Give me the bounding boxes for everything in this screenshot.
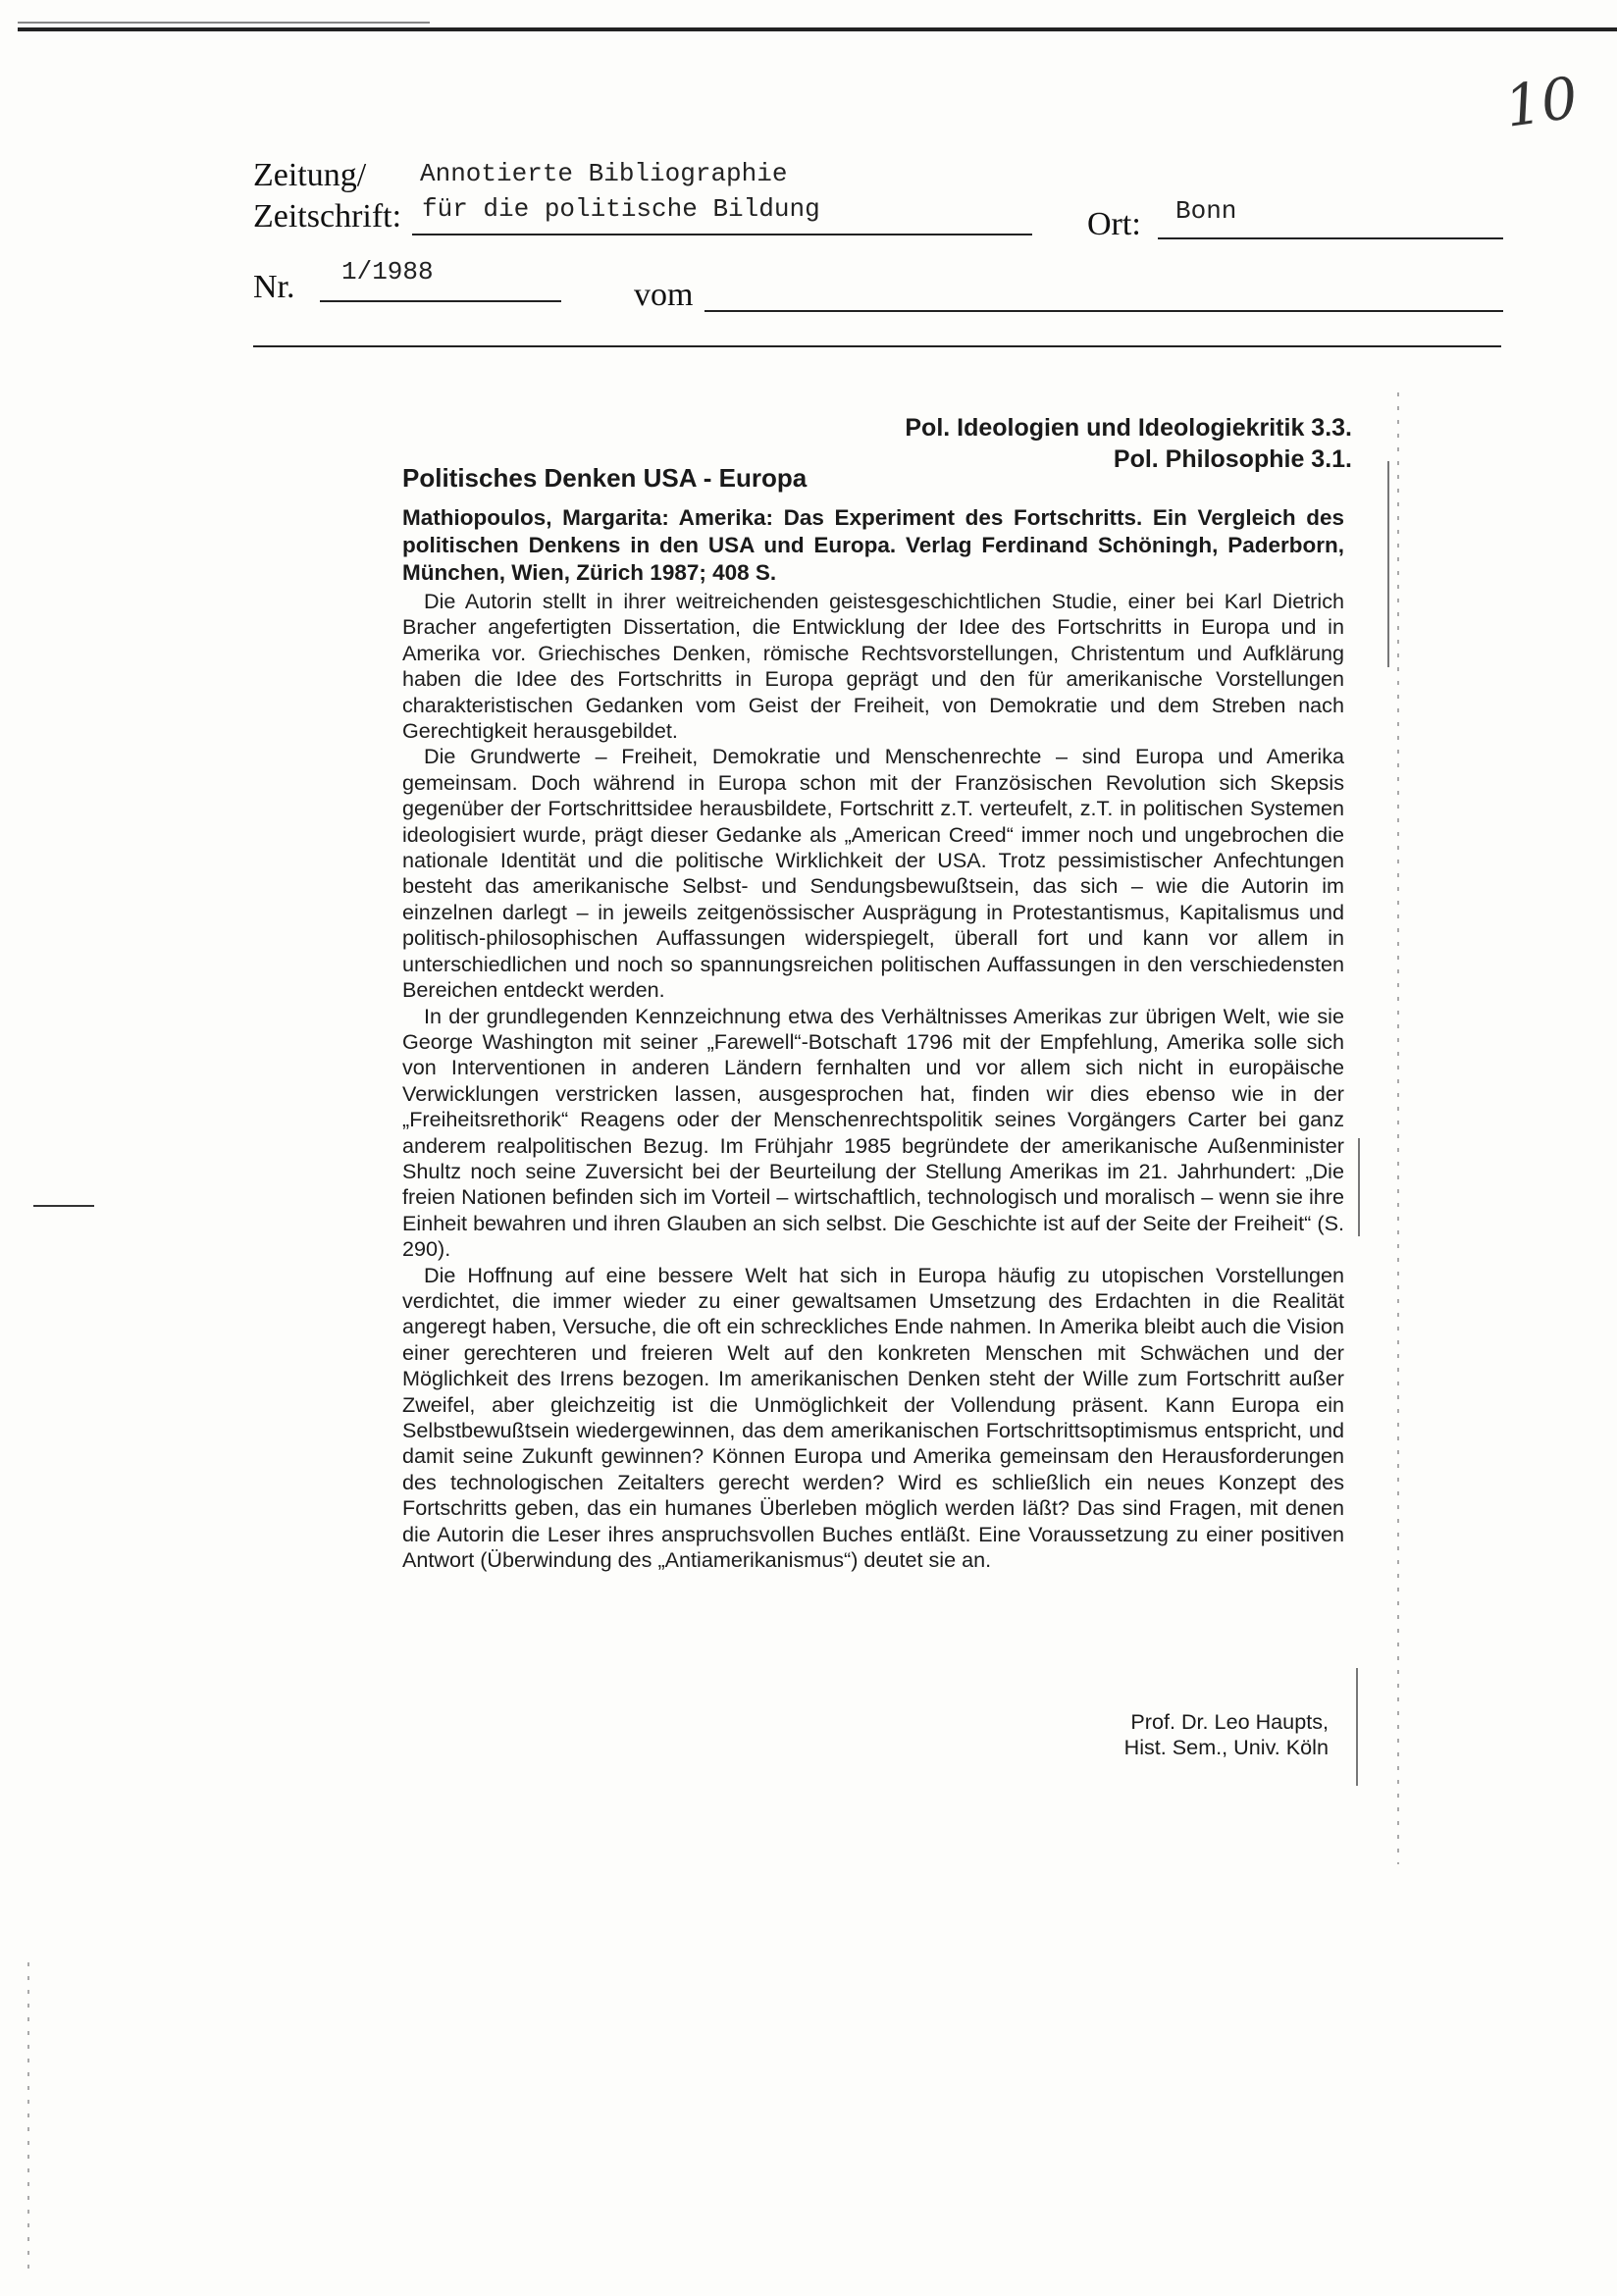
nr-underline	[320, 300, 561, 302]
publication-underline	[412, 234, 1032, 235]
scan-dots	[27, 1962, 29, 2276]
vom-label: vom	[634, 277, 694, 313]
category-ideologien: Pol. Ideologien und Ideologiekritik 3.3.	[905, 414, 1352, 442]
article-title: Politisches Denken USA - Europa	[402, 463, 808, 493]
ort-label: Ort:	[1087, 206, 1141, 242]
paragraph: Die Hoffnung auf eine bessere Welt hat sich in Europa häufig zu utopischen Vorstellungen verdichtet, die immer wieder zu einer gewaltsamen Umsetzung des Erdachten in die Realität angeregt haben, Versuche, die oft ein schreckliches Ende nahmen. In Amerika bleibt auch die Vision einer gerechteren und freieren Welt auf den konkreten Menschen mit Schwächen und der Möglichkeit des Irrens bezogen. Im amerikanischen Denken steht der Wille zum Fortschritt außer Zweifel, aber gleichzeitig ist die Unmöglichkeit der Vollendung präsent. Kann Europa ein Selbstbewußtsein wiedergewinnen, das dem amerikanischen Fortschrittsoptimismus entspricht, und damit seine Zukunft gewinnen? Können Europa und Amerika gemeinsam den Herausforderungen des technologischen Zeitalters gerecht werden? Wird es schließlich ein neues Konzept des Fortschritts geben, das ein humanes Überleben möglich werden läßt? Das sind Fragen, mit denen die Autorin die Leser ihres anspruchsvollen Buches entläßt. Eine Voraussetzung zu einer positiven Antwort (Überwindung des „Antiamerikanismus“) deutet sie an.	[402, 1262, 1344, 1573]
top-rule	[18, 27, 1617, 31]
vom-underline	[704, 310, 1503, 312]
margin-mark	[1387, 461, 1389, 667]
handwritten-page-number: 10	[1500, 64, 1583, 140]
category-philosophie: Pol. Philosophie 3.1.	[1113, 445, 1352, 473]
paragraph: In der grundlegenden Kennzeichnung etwa des Verhältnisses Amerikas zur übrigen Welt, wie sie George Washington mit seiner „Farewell“-Botschaft 1796 mit der Empfehlung, Amerika solle sich von Interventionen in anderen Ländern fernhalten und vor allem sich nicht in europäische Verwicklungen verstricken lassen, ausgesprochen hat, finden wir dies ebenso wie in der „Freiheitsrethorik“ Reagens oder der Menschenrechtspolitik seines Vorgängers Carter bei ganz anderem realpolitischen Bezug. Im Frühjahr 1985 begründete der amerikanische Außenminister Shultz noch seine Zuversicht bei der Beurteilung der Stellung Amerikas im 21. Jahrhundert: „Die freien Nationen befinden sich im Vorteil – wirtschaftlich, technologisch und moralisch – wenn sie ihre Einheit bewahren und ihren Glauben an sich selbst. Die Geschichte ist auf der Seite der Freiheit“ (S. 290).	[402, 1003, 1344, 1262]
header-separator	[253, 345, 1501, 347]
nr-label: Nr.	[253, 269, 295, 305]
paragraph: Die Autorin stellt in ihrer weitreichenden geistesgeschichtlichen Studie, einer bei Karl Dietrich Bracher angefertigten Dissertation, die Entwicklung der Idee des Fortschritts in Europa und in Amerika vor. Griechisches Denken, römische Rechtsvorstellungen, Christentum und Aufklärung haben die Idee des Fortschritts in Europa geprägt und den für amerikanische Vorstellungen charakteristischen Gedanken vom Geist der Freiheit, von Demokratie und dem Streben nach Gerechtigkeit herausgebildet.	[402, 589, 1344, 744]
margin-mark	[1356, 1668, 1358, 1786]
nr-value: 1/1988	[341, 257, 434, 287]
zeitung-label: Zeitung/	[253, 157, 367, 193]
left-margin-dash	[33, 1205, 94, 1207]
zeitschrift-label: Zeitschrift:	[253, 198, 402, 235]
scan-dots	[1397, 392, 1399, 1864]
publication-line-2: für die politische Bildung	[422, 194, 820, 224]
publication-line-1: Annotierte Bibliographie	[420, 159, 788, 188]
reviewer-affiliation: Hist. Sem., Univ. Köln	[1123, 1735, 1329, 1760]
reviewer-name: Prof. Dr. Leo Haupts,	[1130, 1709, 1329, 1734]
ort-underline	[1158, 237, 1503, 239]
margin-mark	[1358, 1138, 1360, 1236]
paragraph: Die Grundwerte – Freiheit, Demokratie und Menschenrechte – sind Europa und Amerika gemeinsam. Doch während in Europa schon mit der Französischen Revolution sich Skepsis gegenüber der Fortschrittsidee herausbildete, Fortschritt z.T. verteufelt, z.T. in politischen Systemen ideologisiert wurde, prägt dieser Gedanke als „American Creed“ immer noch und ungebrochen die nationale Identität und die politische Wirklichkeit der USA. Trotz pessimistischer Anfechtungen besteht das amerikanische Selbst- und Sendungsbewußtsein, das sich – wie die Autorin im einzelnen darlegt – in jeweils zeitgenössischer Ausprägung in Protestantismus, Kapitalismus und politisch-philosophischen Auffassungen widerspiegelt, überall fort und kann vor allem in unterschiedlichen und noch so spannungsreichen politischen Auffassungen in den verschiedensten Bereichen entdeckt werden.	[402, 744, 1344, 1003]
reviewer-signature	[1124, 1709, 1329, 1761]
bibliographic-entry: Mathiopoulos, Margarita: Amerika: Das Experiment des Fortschritts. Ein Vergleich des politischen Denkens in den USA und Europa. Verlag Ferdinand Schöningh, Paderborn, München, Wien, Zürich 1987; 408 S.	[402, 505, 1344, 585]
scan-edge-line	[18, 22, 430, 24]
article-body	[402, 589, 1344, 1573]
ort-value: Bonn	[1175, 196, 1237, 226]
